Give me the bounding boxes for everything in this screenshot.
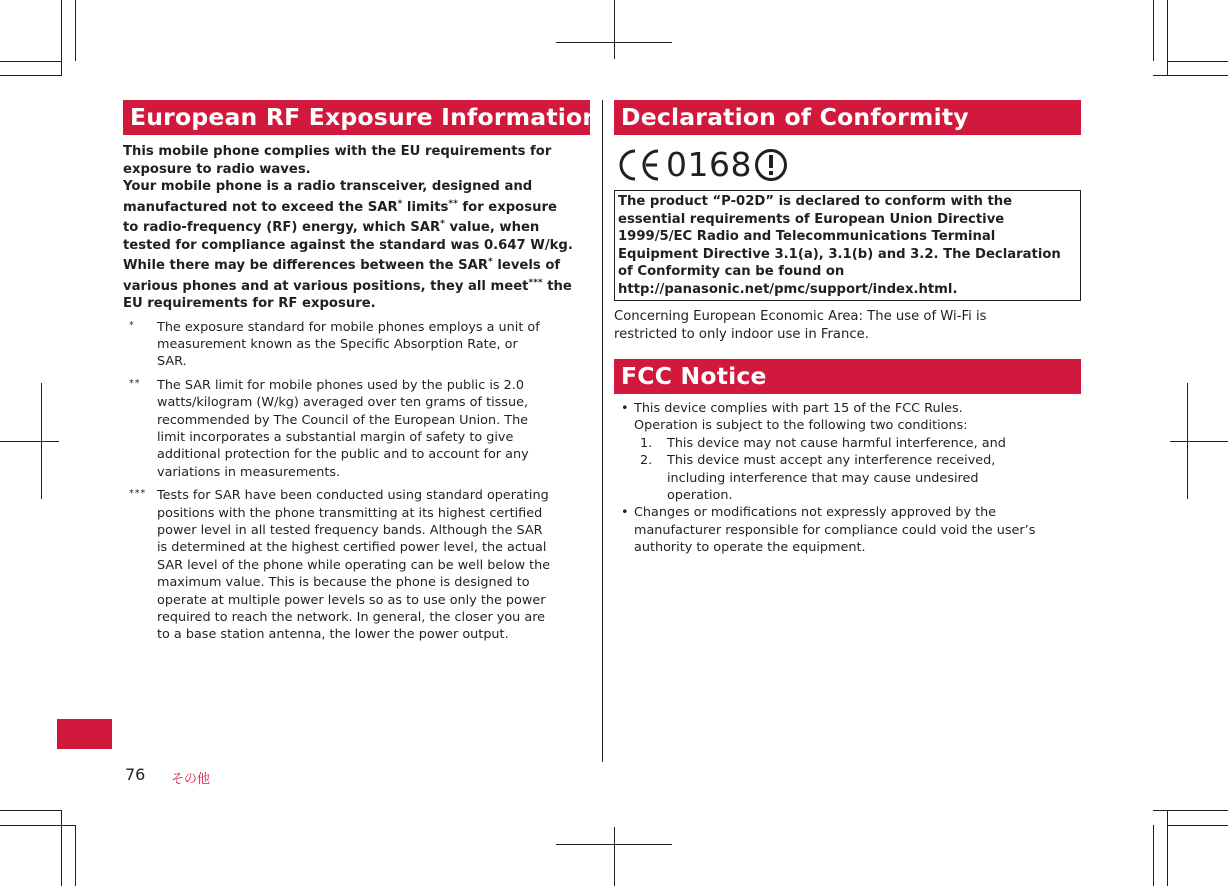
list-item: • Changes or modifications not expressly approved by the manufacturer responsible for compliance could void the user’s authority to operate the equipment. — [621, 505, 1036, 556]
support-url: http://panasonic.net/pmc/support/index.html. — [618, 281, 958, 297]
condition-item: 1. This device may not cause harmful interference, and — [640, 435, 1006, 451]
footnote: ** The SAR limit for mobile phones used by the public is 2.0 watts/kilogram (W/kg) averaged over ten grams of tissue, recommended by The Council of the European Union. The limit incorporates a substantial margin of safety to give additional protection for the public and to account for any variations in measurements. — [123, 377, 590, 481]
declaration-box: The product “P-02D” is declared to conform with the essential requirements of European Union Directive 1999/5/EC Radio and Telecommunications Terminal Equipment Directive 3.1(a), 3.1(b) and 3.2. The Declaration of Conformity can be found on http://panasonic.net/pmc/support/index.html. — [614, 190, 1081, 301]
left-column — [123, 100, 600, 650]
sar-paragraph: Your mobile phone is a radio transceiver, designed and manufactured not to exceed the SAR* limits** for exposure to radio-frequency (RF) energy, which SAR* value, when tested for compliance against the standard was 0.647 W/kg. While there may be differences between the SAR* levels of various phones and at various positions, they all meet*** the EU requirements for RF exposure. — [123, 179, 573, 311]
footnote: * The exposure standard for mobile phones employs a unit of measurement known as the Specific Absorption Rate, or SAR. — [123, 319, 590, 371]
ce-logo-icon — [614, 147, 664, 183]
fcc-list — [614, 400, 1081, 557]
footnote: *** Tests for SAR have been conducted using standard operating positions with the phone transmitting at its highest certified power level in all tested frequency bands. Although the SAR is determined at the highest certified power level, the actual SAR level of the phone while operating can be well below the maximum value. This is because the phone is designed to operate at multiple power levels so as to use only the power required to reach the network. In general, the closer you are to a base station antenna, the lower the power output. — [123, 487, 590, 644]
condition-item: 2. This device must accept any interference received, including interference that may cause undesired operation. — [640, 453, 996, 504]
section-title-fcc: FCC Notice — [614, 359, 1081, 394]
right-column — [614, 100, 1081, 557]
footnote-mark: * — [129, 319, 135, 331]
section-name: その他 — [171, 772, 211, 787]
bullet-icon: • — [621, 401, 629, 416]
compliance-paragraph: This mobile phone complies with the EU requirements for exposure to radio waves. — [123, 144, 552, 177]
column-divider — [602, 100, 603, 762]
footnote-mark: *** — [129, 488, 147, 500]
ce-marking — [614, 146, 1081, 184]
chapter-tab — [57, 719, 112, 749]
eea-note: Concerning European Economic Area: The use of Wi-Fi is restricted to only indoor use in France. — [614, 309, 987, 342]
footnote-mark: ** — [129, 377, 141, 389]
bullet-icon: • — [621, 505, 629, 521]
notified-body-number: 0168 — [666, 145, 752, 184]
footnotes — [123, 319, 590, 644]
list-item: • This device complies with part 15 of the FCC Rules. Operation is subject to the following two conditions: 1. This device may not cause harmful interference, and 2. This device must accept any interference received, including interference that may cause undesired operation. — [614, 400, 1081, 504]
section-title-rf-exposure: European RF Exposure Information — [123, 100, 590, 135]
section-title-declaration: Declaration of Conformity — [614, 100, 1081, 135]
page-number: 76 — [125, 765, 146, 784]
alert-class-icon — [754, 148, 788, 182]
